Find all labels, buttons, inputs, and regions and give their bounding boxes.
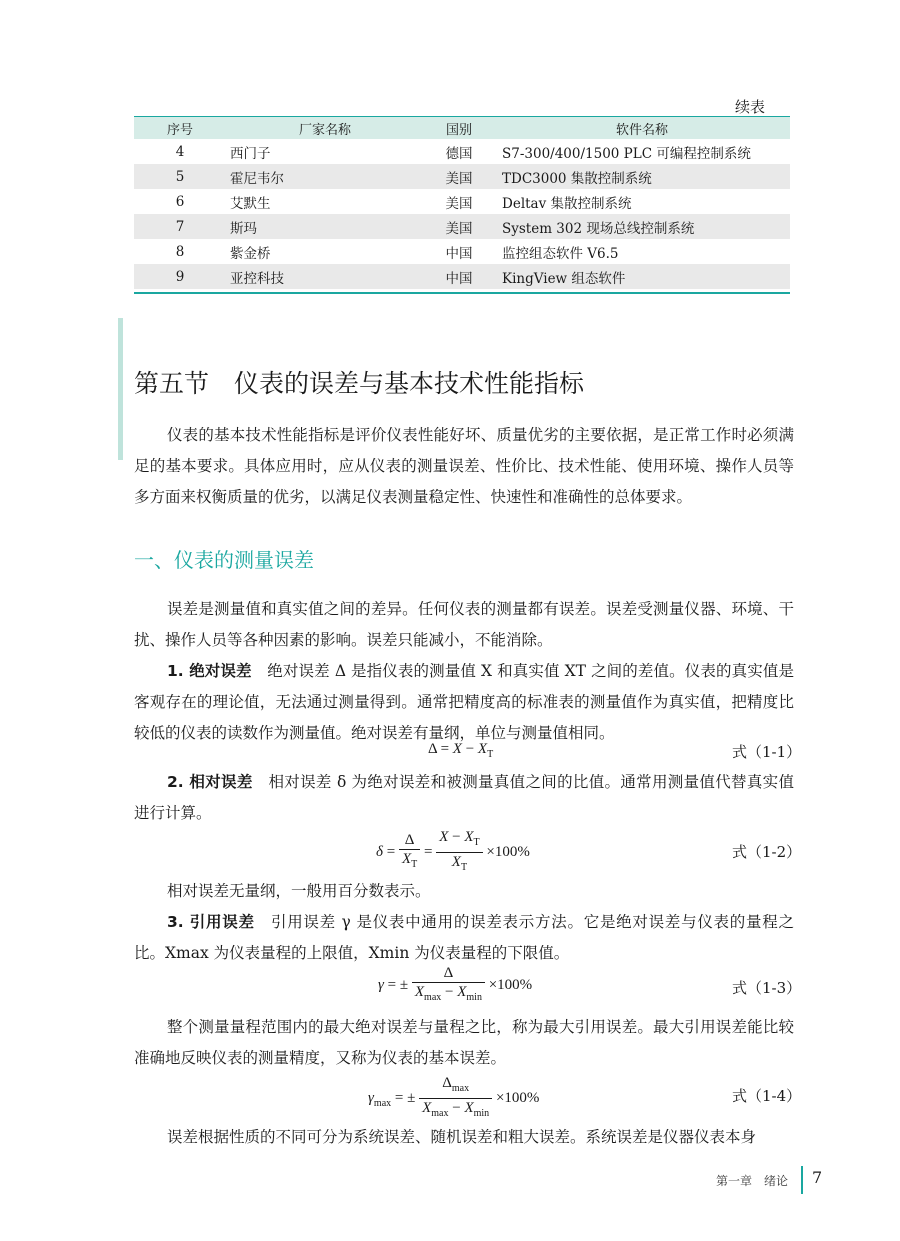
equation-1-2: δ = $\frac{\Delta}{X_T}$ = $\frac{X - X_T}{X_T}$ ×100%: [376, 829, 530, 873]
header-vendor: 厂家名称: [298, 122, 351, 138]
cell-vendor: 紫金桥: [230, 245, 271, 262]
software-table: [134, 117, 790, 289]
cell-vendor: 西门子: [230, 145, 271, 162]
cell-vendor: 艾默生: [230, 195, 271, 212]
equation-1-4: $\gamma_{max}$ = ± $\frac{\Delta_{max}}{X_{max} - X_{min}}$ ×100%: [368, 1075, 540, 1119]
paragraph-error-def: 误差是测量值和真实值之间的差异。任何仪表的测量都有误差。误差受测量仪器、环境、干扰、操作人员等各种因素的影响。误差只能减小，不能消除。: [134, 600, 794, 649]
cell-software: Deltav 集散控制系统: [502, 195, 632, 212]
cell-software: S7-300/400/1500 PLC 可编程控制系统: [502, 145, 751, 162]
cell-vendor: 亚控科技: [230, 270, 284, 287]
term-reference-error: 3. 引用误差: [167, 913, 255, 931]
table-row: [134, 139, 790, 164]
header-software: 软件名称: [615, 122, 668, 138]
cell-country: 美国: [445, 195, 473, 212]
section-intro: 仪表的基本技术性能指标是评价仪表性能好坏、质量优劣的主要依据，是正常工作时必须满足的基本要求。具体应用时，应从仪表的测量误差、性价比、技术性能、使用环境、操作人员等多方面来权衡质量的优劣，以满足仪表测量稳定性、快速性和准确性的总体要求。: [134, 426, 794, 506]
term-absolute-error: 1. 绝对误差: [167, 662, 252, 680]
equation-1-2-label: 式（1-2）: [732, 843, 802, 861]
section-title: 第五节 仪表的误差与基本技术性能指标: [134, 369, 585, 398]
table-row: [134, 189, 790, 214]
cell-country: 美国: [445, 170, 473, 187]
cell-index: 6: [175, 193, 185, 210]
cell-index: 5: [175, 168, 185, 185]
cell-software: 监控组态软件 V6.5: [502, 245, 619, 262]
paragraph-absolute-error: [134, 656, 794, 749]
table-row: [134, 164, 790, 189]
paragraph-max-reference-error: 整个测量量程范围内的最大绝对误差与量程之比，称为最大引用误差。最大引用误差能比较准确地反映仪表的测量精度，又称为仪表的基本误差。: [134, 1018, 794, 1067]
paragraph-error-types: 误差根据性质的不同可分为系统误差、随机误差和粗大误差。系统误差是仪器仪表本身: [167, 1128, 757, 1146]
reference-error-text: 引用误差 γ 是仪表中通用的误差表示方法。它是绝对误差与仪表的量程之比。Xmax 为仪表量程的上限值，Xmin 为仪表量程的下限值。: [134, 913, 794, 962]
table-continued-label: 续表: [735, 98, 766, 116]
cell-index: 4: [175, 143, 185, 160]
footer-divider: [801, 1166, 803, 1194]
cell-index: 8: [175, 243, 185, 260]
page-number: 7: [812, 1168, 823, 1187]
cell-software: System 302 现场总线控制系统: [502, 220, 695, 237]
header-index: 序号: [166, 122, 193, 138]
equation-1-1-label: 式（1-1）: [732, 743, 802, 761]
absolute-error-text: 绝对误差 Δ 是指仪表的测量值 X 和真实值 XT 之间的差值。仪表的真实值是客观存在的理论值，无法通过测量得到。通常把精度高的标准表的测量值作为真实值，把精度比较低的仪表的读数作为测量值。绝对误差有量纲，单位与测量值相同。: [134, 662, 794, 742]
section-accent-bar: [118, 318, 123, 460]
equation-1-3: γ = ± $\frac{\Delta}{X_{max} - X_{min}}$ ×100%: [378, 965, 533, 1003]
header-country: 国别: [445, 122, 472, 138]
cell-country: 德国: [445, 145, 473, 162]
table-row: [134, 264, 790, 289]
cell-vendor: 斯玛: [230, 220, 257, 237]
cell-country: 美国: [445, 220, 473, 237]
footer-chapter: 第一章 绪论: [716, 1174, 789, 1188]
subsection-title: 一、仪表的测量误差: [134, 548, 314, 572]
cell-software: TDC3000 集散控制系统: [502, 170, 652, 187]
paragraph-relative-note: 相对误差无量纲，一般用百分数表示。: [167, 882, 431, 900]
table-header-row: [134, 117, 790, 139]
cell-index: 9: [175, 268, 185, 285]
table-row: [134, 214, 790, 239]
cell-country: 中国: [445, 245, 473, 262]
paragraph-relative-error: [134, 767, 794, 829]
equation-1-1: $\Delta = X - X_T$: [428, 741, 494, 760]
paragraph-reference-error: [134, 907, 794, 969]
cell-vendor: 霍尼韦尔: [230, 170, 284, 187]
cell-software: KingView 组态软件: [502, 270, 626, 287]
cell-index: 7: [175, 218, 185, 235]
equation-1-3-label: 式（1-3）: [732, 979, 802, 997]
equation-1-4-label: 式（1-4）: [732, 1087, 802, 1105]
relative-error-text: 相对误差 δ 为绝对误差和被测量真值之间的比值。通常用测量值代替真实值进行计算。: [134, 773, 794, 822]
term-relative-error: 2. 相对误差: [167, 773, 253, 791]
table-bottom-rule: [134, 292, 790, 294]
cell-country: 中国: [445, 270, 473, 287]
table-row: [134, 239, 790, 264]
